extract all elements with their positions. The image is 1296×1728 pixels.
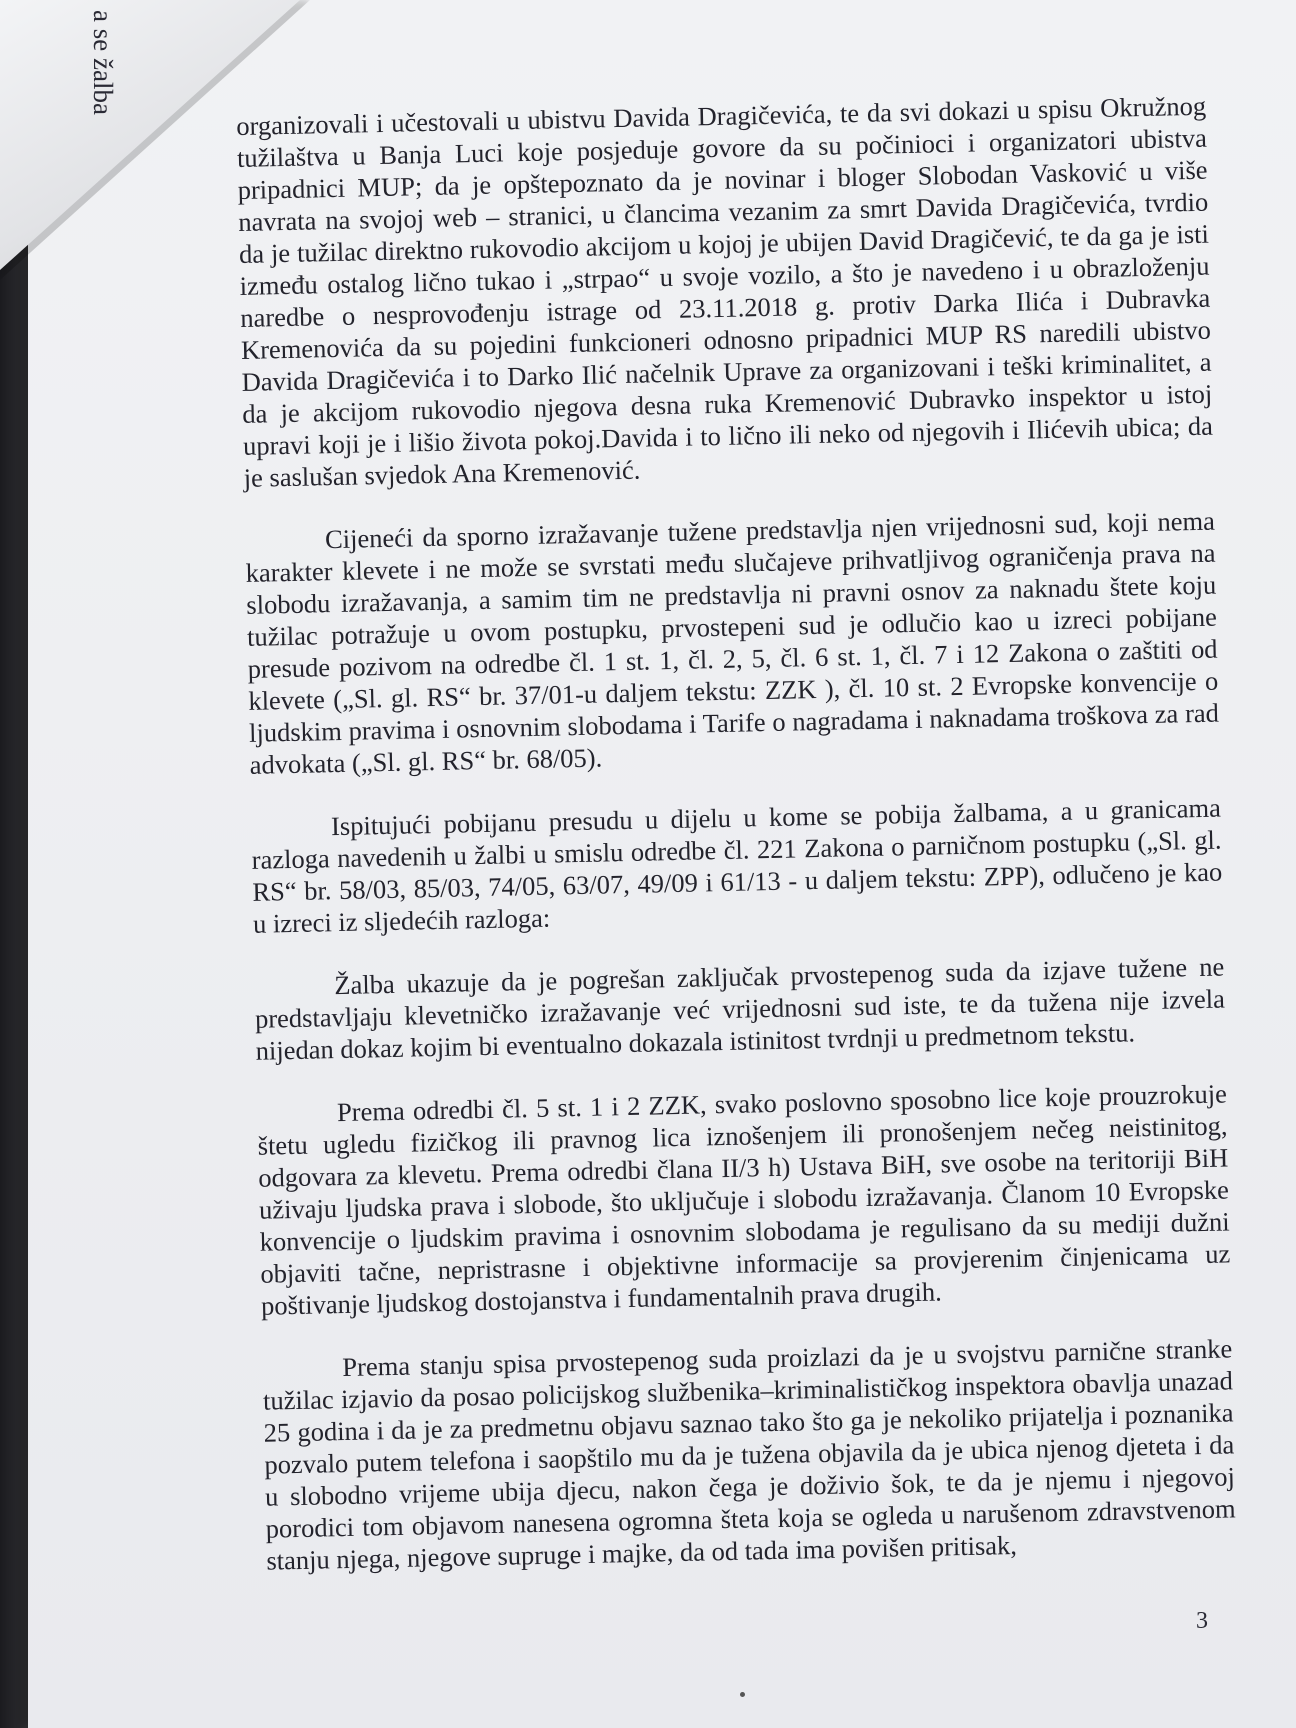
document-page	[28, 0, 1296, 1728]
back-page-text: a se žalba	[88, 10, 118, 115]
paragraph-legal-provisions: Prema odredbi čl. 5 st. 1 i 2 ZZK, svako poslovno sposobno lice koje prouzrokuje štetu ugledu fizičkog ili pravnog lica iznošenjem ili pronošenjem nečeg neistinitog, odgovara za klevetu. Prema odredbi člana II/3 h) Ustava BiH, sve osobe na teritoriji BiH uživaju ljudska prava i slobode, što uključuje i slobodu izražavanja. Članom 10 Evropske konvencije o ljudskim pravima i osnovnim slobodama je regulisano da su mediji dužni objaviti tačne, nepristrasne i objektivne informacije sa provjerenim činjenicama uz poštivanje ljudskog dostojanstva i fundamentalnih prava drugih.	[257, 1078, 1231, 1321]
paragraph-appeal-claim: Žalba ukazuje da je pogrešan zaključak prvostepenog suda da izjave tužene ne predstavljaju klevetničko izražavanje već vrijednosni sud iste, te da tužena nije izvela nijedan dokaz kojim bi eventualno dokazala istinitost tvrdnji u predmetnom tekstu.	[254, 951, 1226, 1066]
document-body	[236, 90, 1237, 1608]
paragraph-review-scope: Ispitujući pobijanu presudu u dijelu u kome se pobija žalbama, a u granicama razloga navedenih u žalbi u smislu odredbe čl. 221 Zakona o parničnom postupku („Sl. gl. RS“ br. 58/03, 85/03, 74/05, 63/07, 49/09 i 61/13 - u daljem tekstu: ZPP), odlučeno je kao u izreci iz sljedećih razloga:	[251, 792, 1223, 939]
paragraph-case-file-state: Prema stanju spisa prvostepenog suda proizlazi da je u svojstvu parnične stranke tužilac izjavio da posao policijskog službenika–kriminalističkog inspektora obavlja unazad 25 godina i da je za predmetnu objavu saznao tako što ga je nekoliko prijatelja i poznanika pozvalo putem telefona i saopštilo mu da je tužena objavila da je ubica njenog djeteta i da u slobodno vrijeme ubija djecu, nakon čega je doživio šok, te da je njemu i njegovoj porodici tom objavom nanesena ogromna šteta koja se ogleda u narušenom zdravstvenom stanju njega, njegove supruge i majke, da od tada ima povišen pritisak,	[262, 1333, 1236, 1576]
paragraph-continuation: organizovali i učestovali u ubistvu Davida Dragičevića, te da svi dokazi u spisu Okružnog tužilaštva u Banja Luci koje posjeduje govore da su počinioci i organizatori ubistva pripadnici MUP; da je opštepoznato da je novinar i bloger Slobodan Vasković u više navrata na svojoj web – stranici, u člancima vezanim za smrt Davida Dragičevića, tvrdio da je tužilac direktno rukovodio akcijom u kojoj je ubijen David Dragičević, te da ga je isti između ostalog lično tukao i „strpao“ u svoje vozilo, a što je navedeno i u obrazloženju naredbe o nesprovođenju istrage od 23.11.2018 g. protiv Darka Ilića i Dubravka Kremenovića da su pojedini funkcioneri odnosno pripadnici MUP RS naredili ubistvo Davida Dragičevića i to Darko Ilić načelnik Uprave za organizovani i teški kriminalitet, a da je akcijom rukovodio njegova desna ruka Kremenović Dubravko inspektor u istoj upravi koji je i lišio života pokoj.Davida i to lično ili neko od njegovih i Ilićevih ubica; da je saslušan svjedok Ana Kremenović.	[236, 90, 1214, 493]
paper-speck	[740, 1692, 745, 1697]
page-number: 3	[1196, 1608, 1208, 1634]
paragraph-first-instance-reasoning: Cijeneći da sporno izražavanje tužene predstavlja njen vrijednosni sud, koji nema karakter klevete i ne može se svrstati među slučajeve prihvatljivog ograničenja prava na slobodu izražavanja, a samim tim ne predstavlja ni pravni osnov za naknadu štete koju tužilac potražuje u ovom postupku, prvostepeni sud je odlučio kao u izreci pobijane presude pozivom na odredbe čl. 1 st. 1, čl. 2, 5, čl. 6 st. 1, čl. 7 i 12 Zakona o zaštiti od klevete („Sl. gl. RS“ br. 37/01-u daljem tekstu: ZZK ), čl. 10 st. 2 Evropske konvencije o ljudskim pravima i osnovnim slobodama i Tarife o nagradama i naknadama troškova za rad advokata („Sl. gl. RS“ br. 68/05).	[245, 505, 1220, 780]
